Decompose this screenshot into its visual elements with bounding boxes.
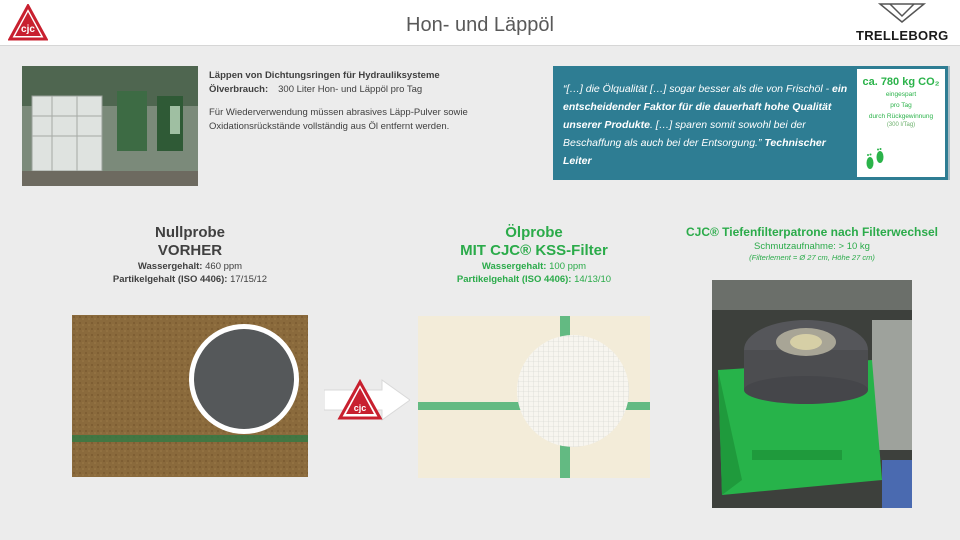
water-value: 460 ppm xyxy=(205,261,243,272)
cartridge-header xyxy=(662,224,960,263)
quote-part2: . […] sparen somit sowohl bei der Beschaffung als auch bei der Entsorgung.” xyxy=(563,119,806,149)
cartridge-note: (Filterlement = Ø 27 cm, Höhe 27 cm) xyxy=(749,253,875,262)
before-sample-photo xyxy=(72,315,308,477)
cjc-logo-text: cjc xyxy=(21,24,35,35)
sample-before-title2: VORHER xyxy=(157,242,223,259)
water-label: Wassergehalt: xyxy=(137,261,203,272)
co2-line3: durch Rückgewinnung xyxy=(868,113,934,120)
cartridge-title: CJC® Tiefenfilterpatrone nach Filterwechsel xyxy=(685,225,939,239)
arrow-icon xyxy=(324,378,410,422)
quote-part1: “[…] die Ölqualität […] sogar besser als die von Frischöl - xyxy=(563,83,833,95)
particle-label: Partikelgehalt (ISO 4406): xyxy=(112,274,228,285)
slide-header xyxy=(0,0,960,46)
particle-label: Partikelgehalt (ISO 4406): xyxy=(456,274,572,285)
trelleborg-wordmark: TRELLEBORG xyxy=(856,28,949,43)
quote-bold: ein entscheidender Faktor für die dauerhaft hohe Qualität unserer Produkte xyxy=(563,83,848,131)
filter-cartridge-photo xyxy=(712,280,912,508)
page-title: Hon- und Läppöl xyxy=(406,14,554,36)
dirt-label: Schmutzaufnahme: xyxy=(754,241,836,252)
sample-before-particles xyxy=(70,273,310,286)
oil-usage-label: Ölverbrauch: xyxy=(209,84,269,95)
oil-usage-value: 300 Liter Hon- und Läppöl pro Tag xyxy=(278,84,423,95)
water-label: Wassergehalt: xyxy=(481,261,547,272)
co2-badge xyxy=(857,69,945,177)
co2-line1: eingespart xyxy=(885,91,917,98)
co2-amount: ca. 780 kg CO₂ xyxy=(862,76,940,88)
sample-after-title1: Ölprobe xyxy=(505,224,563,241)
dirt-value: > 10 kg xyxy=(838,241,870,252)
trelleborg-mark-icon xyxy=(856,2,948,24)
arrow-cjc-text: cjc xyxy=(353,403,367,413)
quote-author: Technischer Leiter xyxy=(563,137,826,167)
sample-after-particles xyxy=(414,273,654,286)
co2-line4: (300 l/Tag) xyxy=(886,122,916,128)
sample-after-header xyxy=(414,224,654,286)
particle-value: 17/15/12 xyxy=(230,274,268,285)
particle-value: 14/13/10 xyxy=(574,274,612,285)
cartridge-dirt xyxy=(662,240,960,253)
sample-after-title2: MIT CJC® KSS-Filter xyxy=(460,242,608,259)
oil-usage xyxy=(209,83,539,97)
after-sample-photo xyxy=(418,316,650,478)
co2-line2: pro Tag xyxy=(890,102,912,109)
sample-before-header xyxy=(70,224,310,286)
water-value: 100 ppm xyxy=(549,261,587,272)
sample-before-title1: Nullprobe xyxy=(155,224,225,241)
oil-containers-photo xyxy=(22,66,198,186)
sample-before-water xyxy=(70,260,310,273)
intro-description: Für Wiederverwendung müssen abrasives Läpp-Pulver sowie Oxidationsrückstände vollständig aus Öl entfernt werden. xyxy=(209,107,468,132)
footprints-icon xyxy=(863,147,887,173)
intro-heading: Läppen von Dichtungsringen für Hydrauliksysteme xyxy=(209,70,440,81)
customer-quote xyxy=(563,80,853,170)
trelleborg-logo xyxy=(856,2,948,42)
sample-after-water xyxy=(414,260,654,273)
intro-text xyxy=(209,69,539,134)
quote-panel xyxy=(553,66,950,180)
